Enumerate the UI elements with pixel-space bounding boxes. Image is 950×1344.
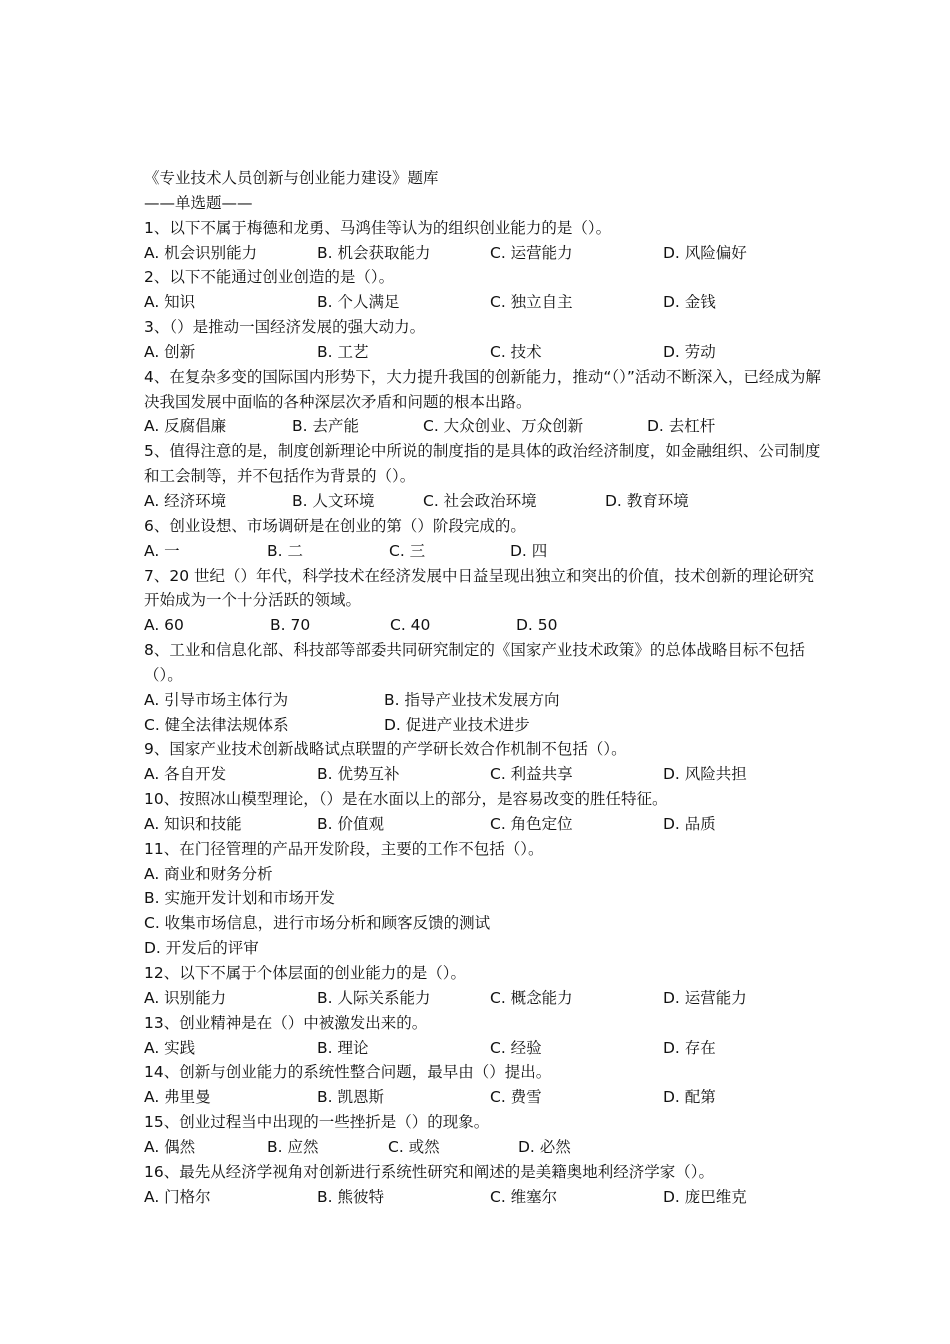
option-d: D. 庞巴维克 [663, 1187, 747, 1206]
question-text: 16、最先从经济学视角对创新进行系统性研究和阐述的是美籍奥地利经济学家（）。 [144, 1162, 714, 1181]
options-row [144, 539, 824, 564]
option-b: B. 去产能 [292, 417, 359, 436]
option-d: D. 风险共担 [663, 765, 747, 784]
option-c: C. 健全法律法规体系 [144, 715, 289, 734]
option-b: B. 优势互补 [317, 765, 400, 784]
option-d: D. 开发后的评审 [144, 939, 259, 958]
options-row [144, 1135, 824, 1160]
document-page [144, 166, 824, 1209]
options-row [144, 1036, 824, 1061]
options-row [144, 613, 824, 638]
option-d: D. 存在 [663, 1038, 716, 1057]
option-c: C. 技术 [490, 342, 542, 361]
options-row [144, 1085, 824, 1110]
option-b: B. 指导产业技术发展方向 [384, 690, 560, 709]
option-d: D. 运营能力 [663, 988, 747, 1007]
option-c: C. 大众创业、万众创新 [423, 417, 584, 436]
option-c: C. 三 [389, 541, 426, 560]
option-b: B. 70 [270, 616, 311, 635]
option-d: D. 必然 [518, 1137, 571, 1156]
options-row [144, 713, 824, 738]
options-row [144, 414, 824, 439]
option-c: C. 概念能力 [490, 988, 573, 1007]
option-d: D. 风险偏好 [663, 243, 747, 262]
options-row [144, 1185, 824, 1210]
document-title: 《专业技术人员创新与创业能力建设》题库 [144, 169, 439, 187]
option-a: A. 实践 [144, 1038, 196, 1057]
option-a: A. 经济环境 [144, 491, 227, 510]
question-text: 5、值得注意的是，制度创新理论中所说的制度指的是具体的政治经济制度，如金融组织、公司制度和工会制等，并不包括作为背景的（）。 [144, 442, 821, 486]
options-row [144, 340, 824, 365]
option-c: C. 运营能力 [490, 243, 573, 262]
option-c: C. 独立自主 [490, 293, 573, 312]
options-row [144, 812, 824, 837]
option-b: B. 二 [267, 541, 303, 560]
question-text: 8、工业和信息化部、科技部等部委共同研究制定的《国家产业技术政策》的总体战略目标不包括（）。 [144, 641, 805, 684]
option-d: D. 金钱 [663, 293, 716, 312]
option-a: A. 弗里曼 [144, 1088, 211, 1107]
option-c: C. 或然 [388, 1137, 440, 1156]
options-row [144, 290, 824, 315]
option-c: C. 收集市场信息，进行市场分析和顾客反馈的测试 [144, 914, 491, 933]
question-text: 4、在复杂多变的国际国内形势下，大力提升我国的创新能力，推动“（）”活动不断深入，已经成为解决我国发展中面临的各种深层次矛盾和问题的根本出路。 [144, 367, 821, 411]
option-b: B. 人际关系能力 [317, 988, 431, 1007]
option-b: B. 工艺 [317, 342, 369, 361]
option-a: A. 反腐倡廉 [144, 417, 227, 436]
question-text: 9、国家产业技术创新战略试点联盟的产学研长效合作机制不包括（）。 [144, 740, 627, 759]
option-a: A. 门格尔 [144, 1187, 211, 1206]
question-text: 10、按照冰山模型理论，（）是在水面以上的部分，是容易改变的胜任特征。 [144, 790, 668, 809]
option-a: A. 商业和财务分析 [144, 864, 273, 883]
option-c: C. 费雪 [490, 1088, 542, 1107]
question-text: 7、20 世纪（）年代，科学技术在经济发展中日益呈现出独立和突出的价值，技术创新的理论研究开始成为一个十分活跃的领域。 [144, 566, 815, 610]
option-a: A. 各自开发 [144, 765, 227, 784]
option-b: B. 个人满足 [317, 293, 400, 312]
option-b: B. 实施开发计划和市场开发 [144, 889, 335, 908]
option-c: C. 利益共享 [490, 765, 573, 784]
option-a: A. 识别能力 [144, 988, 227, 1007]
question-text: 6、创业设想、市场调研是在创业的第（）阶段完成的。 [144, 516, 526, 535]
option-d: D. 配第 [663, 1088, 716, 1107]
options-row [144, 986, 824, 1011]
options-row [144, 489, 824, 514]
option-c: C. 经验 [490, 1038, 542, 1057]
option-b: B. 理论 [317, 1038, 369, 1057]
option-d: D. 品质 [663, 814, 716, 833]
option-b: B. 应然 [267, 1137, 319, 1156]
option-d: D. 四 [510, 541, 548, 560]
option-a: A. 知识 [144, 293, 196, 312]
question-text: 11、在门径管理的产品开发阶段，主要的工作不包括（）。 [144, 839, 544, 858]
option-b: B. 机会获取能力 [317, 243, 431, 262]
option-b: B. 凯恩斯 [317, 1088, 384, 1107]
question-text: 13、创业精神是在（）中被激发出来的。 [144, 1013, 428, 1032]
question-text: 14、创新与创业能力的系统性整合问题，最早由（）提出。 [144, 1063, 552, 1082]
question-text: 1、以下不属于梅德和龙勇、马鸿佳等认为的组织创业能力的是（）。 [144, 218, 612, 237]
option-c: C. 40 [390, 616, 431, 635]
question-text: 2、以下不能通过创业创造的是（）。 [144, 268, 395, 287]
question-text: 15、创业过程当中出现的一些挫折是（）的现象。 [144, 1113, 490, 1132]
question-text: 3、（）是推动一国经济发展的强大动力。 [144, 318, 426, 337]
option-c: C. 社会政治环境 [423, 491, 537, 510]
options-row [144, 241, 824, 266]
option-d: D. 劳动 [663, 342, 716, 361]
option-a: A. 创新 [144, 342, 196, 361]
question-text: 12、以下不属于个体层面的创业能力的是（）。 [144, 964, 466, 982]
option-d: D. 50 [516, 616, 558, 635]
option-a: A. 机会识别能力 [144, 243, 258, 262]
option-c: C. 维塞尔 [490, 1187, 558, 1206]
option-a: A. 一 [144, 541, 180, 560]
option-c: C. 角色定位 [490, 814, 573, 833]
option-a: A. 知识和技能 [144, 814, 242, 833]
option-a: A. 60 [144, 616, 184, 635]
option-a: A. 偶然 [144, 1137, 196, 1156]
section-heading: ——单选题—— [144, 193, 253, 212]
option-d: D. 去杠杆 [647, 417, 716, 436]
option-d: D. 教育环境 [605, 491, 689, 510]
option-b: B. 熊彼特 [317, 1187, 384, 1206]
option-b: B. 价值观 [317, 814, 384, 833]
option-d: D. 促进产业技术进步 [384, 715, 530, 734]
option-b: B. 人文环境 [292, 491, 375, 510]
options-row [144, 688, 824, 713]
option-a: A. 引导市场主体行为 [144, 690, 289, 709]
options-row [144, 762, 824, 787]
